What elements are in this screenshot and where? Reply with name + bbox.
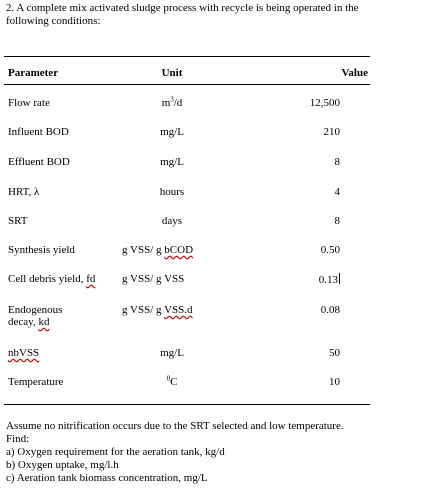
row-flow-rate-value: 12,500 — [309, 97, 340, 109]
footer-text — [6, 420, 444, 485]
row-influent-bod-value: 210 — [323, 126, 340, 138]
table-header-rule — [4, 84, 370, 85]
row-hrt-parameter: HRT, λ — [8, 186, 40, 198]
footer-line-5: c) Aeration tank biomass concentration, mg/L — [6, 472, 208, 484]
question-text — [6, 2, 444, 28]
row-temperature-unit: $^0$C — [166, 374, 178, 388]
question-line-2: following conditions: — [6, 15, 101, 27]
header-unit: Unit — [161, 67, 183, 79]
row-synthesis-yield-unit: g VSS/ g bCOD — [122, 244, 194, 256]
footer-line-4: b) Oxygen uptake, mg/l.h — [6, 459, 119, 471]
row-nbvss-parameter: nbVSS — [8, 347, 40, 359]
table-top-rule — [4, 56, 370, 57]
table-bottom-rule — [4, 404, 370, 405]
footer-line-3: a) Oxygen requirement for the aeration tank, kg/d — [6, 446, 225, 458]
row-srt-unit: days — [161, 215, 183, 227]
row-influent-bod-unit: mg/L — [160, 126, 184, 138]
header-value: Value — [341, 67, 368, 79]
row-flow-rate-parameter: Flow rate — [8, 97, 50, 109]
row-cell-debris-value[interactable]: 0.13 — [318, 274, 338, 286]
text-cursor — [339, 273, 340, 284]
row-nbvss-value: 50 — [329, 347, 340, 359]
row-endogenous-unit: g VSS/ g VSS.d — [122, 304, 193, 316]
row-endogenous-value: 0.08 — [320, 304, 340, 316]
row-cell-debris-unit: g VSS/ g VSS — [122, 273, 185, 285]
header-parameter: Parameter — [8, 67, 59, 79]
row-cell-debris-parameter: Cell debris yield, fd — [8, 273, 96, 285]
row-hrt-value: 4 — [334, 186, 340, 198]
row-effluent-bod-parameter: Effluent BOD — [8, 156, 70, 168]
row-synthesis-yield-parameter: Synthesis yield — [8, 244, 75, 256]
row-effluent-bod-unit: mg/L — [160, 156, 184, 168]
row-effluent-bod-value: 8 — [334, 156, 340, 168]
row-hrt-unit: hours — [159, 186, 185, 198]
row-endogenous-parameter: Endogenous decay, kd — [8, 304, 63, 328]
question-line-1: 2. A complete mix activated sludge process with recycle is being operated in the — [6, 2, 359, 14]
row-srt-parameter: SRT — [8, 215, 28, 227]
row-srt-value: 8 — [334, 215, 340, 227]
footer-line-2: Find: — [6, 433, 30, 445]
row-nbvss-unit: mg/L — [160, 347, 184, 359]
row-influent-bod-parameter: Influent BOD — [8, 126, 69, 138]
row-flow-rate-unit: $m^3/d$ — [161, 95, 183, 109]
row-temperature-value: 10 — [329, 376, 340, 388]
row-temperature-parameter: Temperature — [8, 376, 64, 388]
footer-line-1: Assume no nitrification occurs due to the SRT selected and low temperature. — [6, 420, 344, 432]
row-synthesis-yield-value: 0.50 — [320, 244, 340, 256]
